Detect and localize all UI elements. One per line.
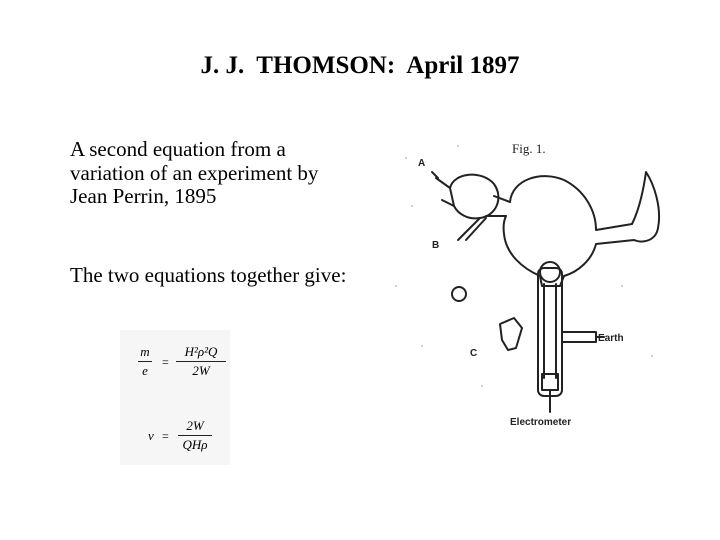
- slide-title: J. J. THOMSON: April 1897: [200, 52, 520, 79]
- eq1-lhs-bar: [138, 361, 152, 362]
- small-disc: [452, 287, 466, 301]
- main-bulb: [504, 172, 659, 286]
- figure-caption: Fig. 1.: [512, 141, 546, 156]
- eq1-rhs-denominator: 2W: [192, 363, 210, 378]
- label-c: C: [470, 348, 478, 359]
- eq1-lhs-fraction: [138, 344, 152, 379]
- eq2-equals: =: [162, 429, 169, 443]
- eq2-rhs-denominator: QHρ: [182, 437, 208, 452]
- eq2-lhs: v: [148, 428, 154, 443]
- paragraph-equations-intro: The two equations together give:: [70, 263, 347, 287]
- paragraph-perrin-experiment: A second equation from a variation of an experiment by Jean Perrin, 1895: [70, 137, 319, 209]
- tube-cap: [540, 262, 560, 282]
- eq2-rhs-numerator: 2W: [186, 418, 204, 433]
- magnet-block: [500, 318, 522, 350]
- earth-connector: [562, 332, 596, 342]
- label-earth: Earth: [598, 333, 624, 344]
- eq2-rhs-fraction: [178, 418, 212, 453]
- eq1-rhs-fraction: [176, 344, 226, 379]
- eq1-rhs-bar: [176, 361, 226, 362]
- eq1-rhs-numerator: H²ρ²Q: [184, 344, 218, 359]
- apparatus-drawing: [382, 136, 672, 436]
- label-a: A: [418, 158, 426, 169]
- eq1-equals: =: [162, 355, 169, 369]
- eq2-rhs-bar: [178, 435, 212, 436]
- inner-tube: [544, 284, 556, 378]
- eq1-lhs-denominator: e: [142, 363, 148, 378]
- small-bulb: [450, 175, 498, 219]
- equations-image: [120, 330, 230, 465]
- label-b: B: [432, 240, 440, 251]
- wire-b: [458, 218, 486, 240]
- label-electrometer: Electrometer: [510, 417, 572, 428]
- stem-a: [432, 172, 438, 178]
- eq1-lhs-numerator: m: [140, 344, 150, 359]
